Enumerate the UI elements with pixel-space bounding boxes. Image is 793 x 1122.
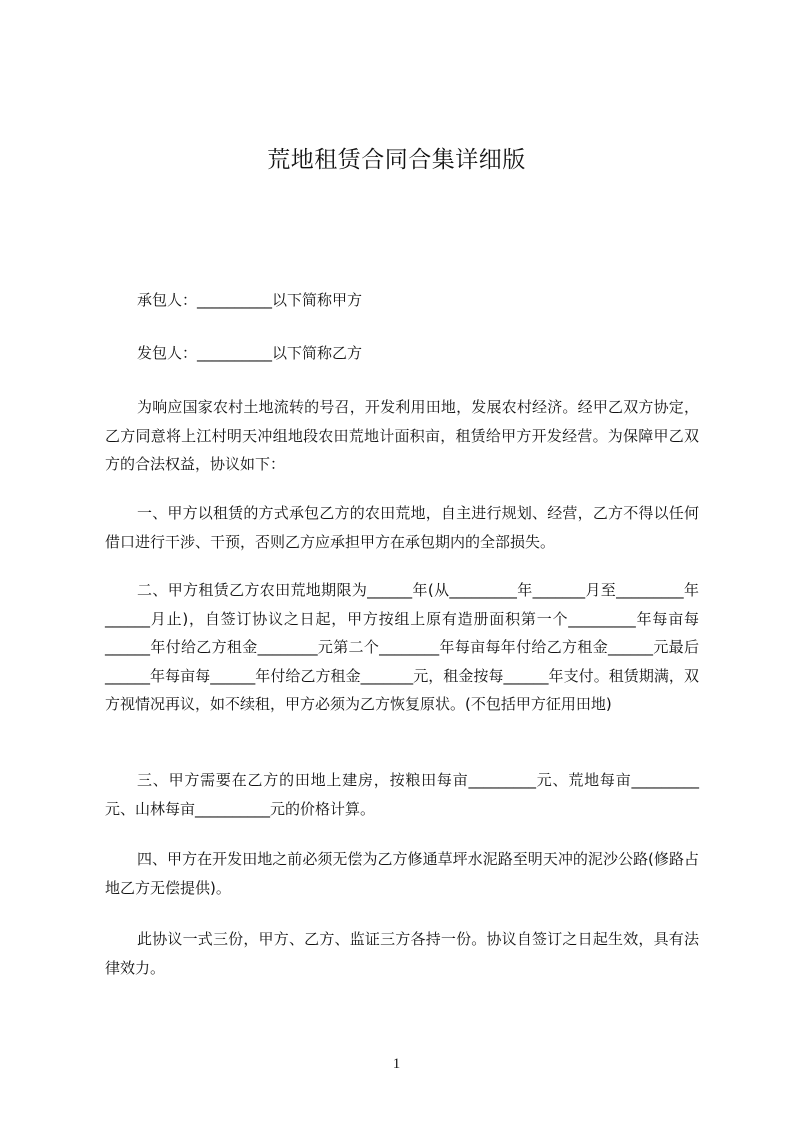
clause-4-text: 四、甲方在开发田地之前必须无偿为乙方修通草坪水泥路至明天冲的泥沙公路(修路占地乙方无偿提供)。 (105, 850, 699, 897)
clause-2-paragraph (105, 576, 699, 719)
party-b-line (105, 339, 699, 368)
clause-1-paragraph (105, 499, 699, 556)
clause-3-text: 三、甲方需要在乙方的田地上建房，按粮田每亩_________元、荒地每亩_________元、山林每亩__________元的价格计算。 (105, 771, 699, 818)
preamble-paragraph (105, 393, 699, 479)
clause-1-text: 一、甲方以租赁的方式承包乙方的农田荒地，自主进行规划、经营，乙方不得以任何借口进行干涉、干预，否则乙方应承担甲方在承包期内的全部损失。 (105, 504, 699, 551)
clause-3-paragraph (105, 766, 699, 823)
closing-paragraph (105, 925, 699, 982)
closing-text: 此协议一式三份，甲方、乙方、监证三方各持一份。协议自签订之日起生效，具有法律效力。 (105, 930, 699, 977)
clause-2-text: 二、甲方租赁乙方农田荒地期限为______年(从_________年_______月至_________年______月止)，自签订协议之日起，甲方按组上原有造册面积第一个_________年每亩每______年付给乙方租金________元第二个________年每亩每年付给乙方租金______元最后______年每亩每______年付给乙方租金_______元，租金按每______年支付。租赁期满，双方视情况再议，如不续租，甲方必须为乙方恢复原状。(不包括甲方征用田地) (105, 581, 699, 713)
clause-4-paragraph (105, 845, 699, 902)
document-title: 荒地租赁合同合集详细版 (267, 147, 526, 173)
preamble-text: 为响应国家农村土地流转的号召，开发利用田地，发展农村经济。经甲乙双方协定，乙方同意将上江村明天冲组地段农田荒地计面积亩，租赁给甲方开发经营。为保障甲乙双方的合法权益，协议如下： (105, 398, 699, 473)
party-a-line (105, 286, 699, 315)
party-a-text: 承包人：__________以下简称甲方 (137, 291, 363, 309)
party-b-text: 发包人：__________以下简称乙方 (137, 344, 363, 362)
page-number: 1 (392, 1056, 401, 1072)
